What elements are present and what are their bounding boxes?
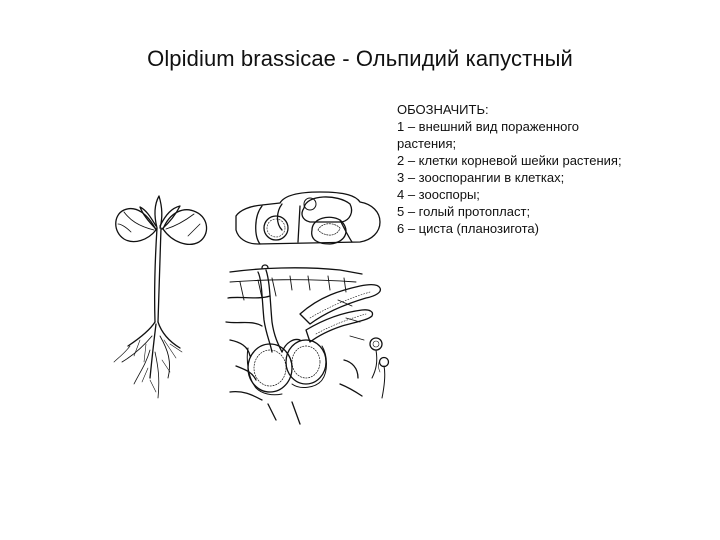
root-neck-cells	[236, 192, 380, 244]
legend-item-3: 3 – зооспорангии в клетках;	[397, 170, 565, 185]
legend-item-4: 4 – зооспоры;	[397, 187, 480, 202]
zoosporangia-tissue	[226, 265, 380, 424]
legend-item-5: 5 – голый протопласт;	[397, 204, 531, 219]
legend-item-1-cont: растения;	[397, 136, 457, 151]
infected-seedling	[114, 196, 207, 398]
legend-item-2: 2 – клетки корневой шейки растения;	[397, 153, 622, 168]
legend-item-6: 6 – циста (планозигота)	[397, 221, 539, 236]
legend-item-1: 1 – внешний вид пораженного	[397, 119, 580, 134]
page-title: Olpidium brassicae - Ольпидий капустный	[147, 46, 573, 71]
zoospores-and-cyst	[370, 338, 389, 398]
legend-heading: ОБОЗНАЧИТЬ:	[397, 102, 489, 117]
